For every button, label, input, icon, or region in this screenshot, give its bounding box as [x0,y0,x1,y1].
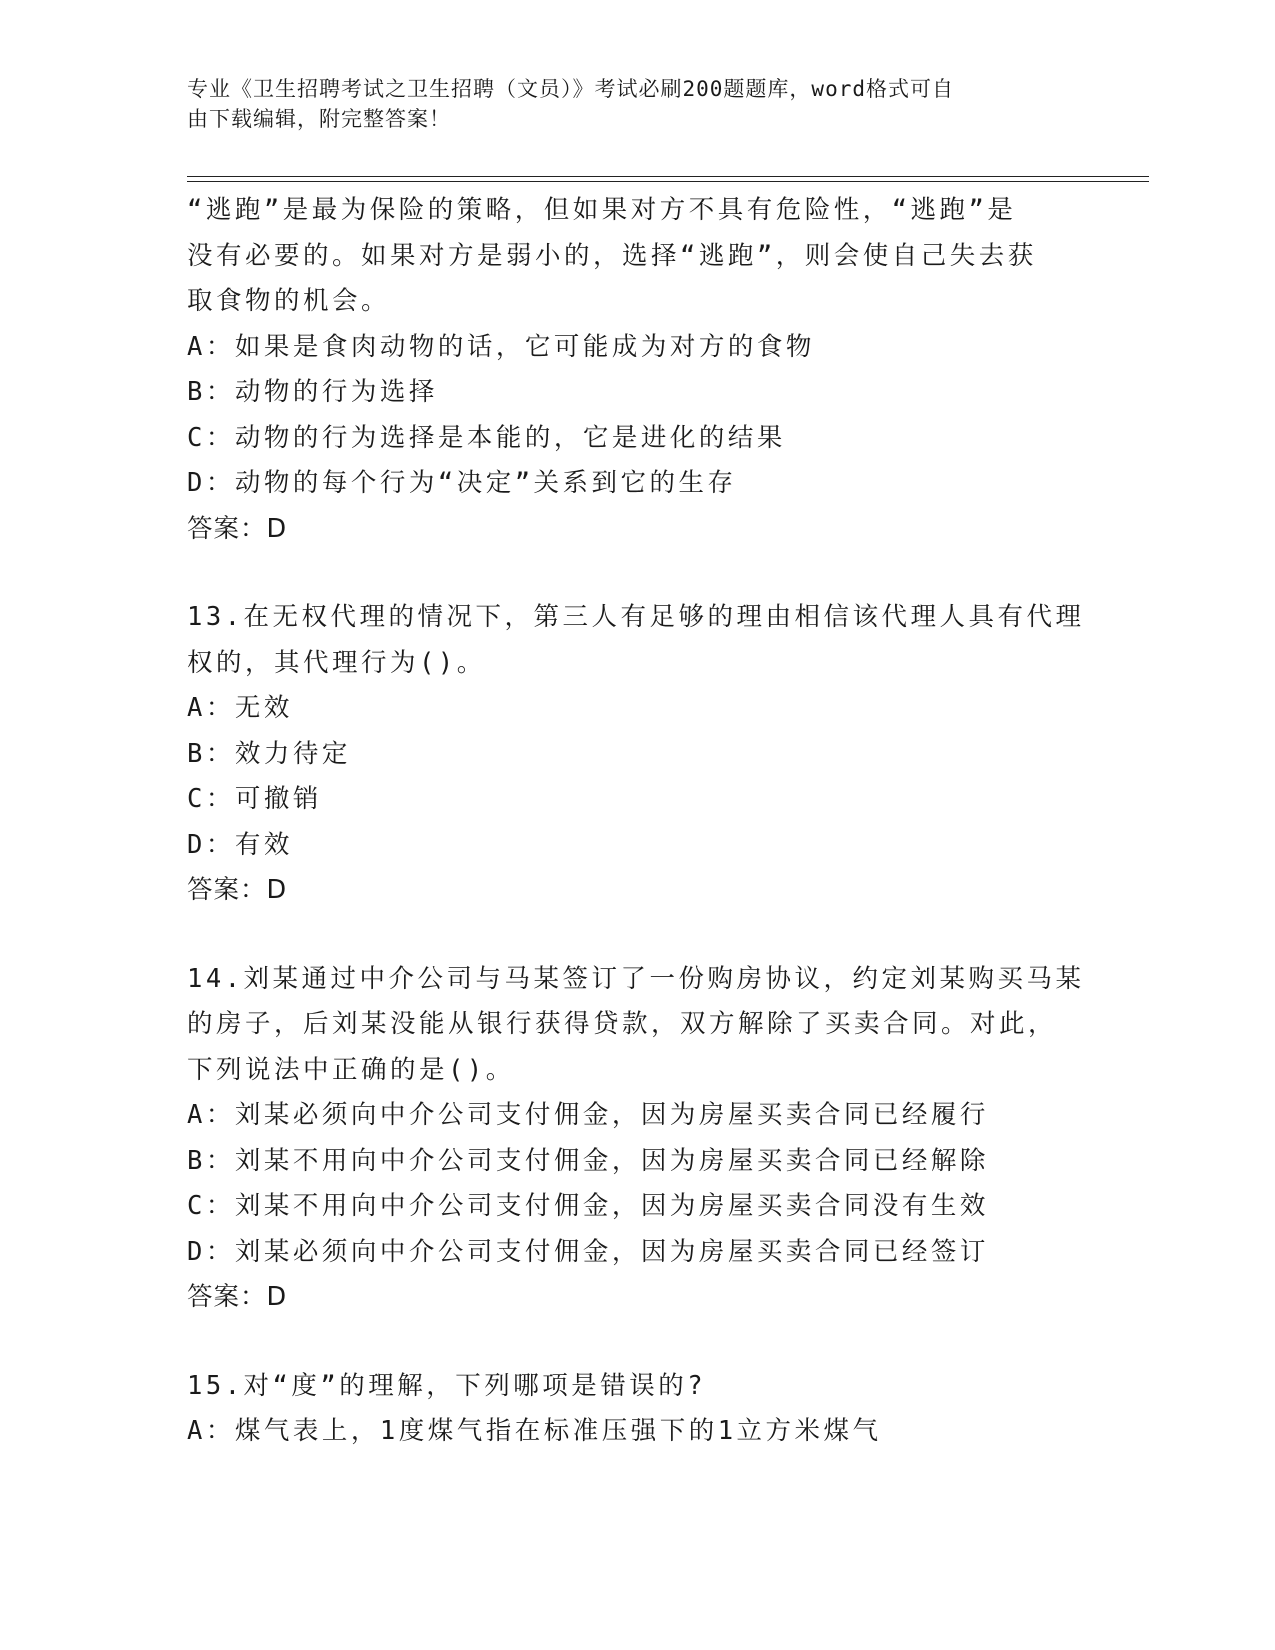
question-text-line: 14.刘某通过中介公司与马某签订了一份购房协议，约定刘某购买马某 [187,963,1085,994]
question-text-line: “逃跑”是最为保险的策略，但如果对方不具有危险性，“逃跑”是 [187,195,1017,225]
option-a: A：如果是食肉动物的话，它可能成为对方的食物 [187,331,815,362]
option-b: B：效力待定 [187,738,351,769]
question-14 [187,957,1087,1321]
option-a: A：刘某必须向中介公司支付佣金，因为房屋买卖合同已经履行 [187,1100,989,1130]
header-line-1: 专业《卫生招聘考试之卫生招聘（文员）》考试必刷200题题库，word格式可自 [187,77,954,101]
question-13 [187,595,1087,914]
option-c: C：刘某不用向中介公司支付佣金，因为房屋买卖合同没有生效 [187,1191,989,1221]
question-text-line: 下列说法中正确的是()。 [187,1054,515,1085]
question-list [187,188,1087,1498]
question-text-line: 权的，其代理行为()。 [187,647,486,678]
option-b: B：动物的行为选择 [187,377,438,407]
option-d: D：有效 [187,829,293,860]
question-15 [187,1364,1087,1455]
header-line-2: 由下载编辑，附完整答案！ [187,107,451,131]
option-d: D：动物的每个行为“决定”关系到它的生存 [187,468,737,498]
question-text-line: 取食物的机会。 [187,286,391,316]
question-text-line: 13.在无权代理的情况下，第三人有足够的理由相信该代理人具有代理 [187,602,1085,632]
option-d: D：刘某必须向中介公司支付佣金，因为房屋买卖合同已经签订 [187,1236,989,1267]
document-header [187,74,1067,134]
answer-line: 答案：D [187,875,288,905]
option-a: A：煤气表上，1度煤气指在标准压强下的1立方米煤气 [187,1416,882,1446]
option-c: C：可撤销 [187,784,322,814]
option-b: B：刘某不用向中介公司支付佣金，因为房屋买卖合同已经解除 [187,1145,989,1176]
question-text-line: 的房子，后刘某没能从银行获得贷款，双方解除了买卖合同。对此， [187,1009,1058,1039]
answer-line: 答案：D [187,1282,288,1312]
option-a: A：无效 [187,693,293,723]
answer-line: 答案：D [187,513,288,544]
question-text-line: 15.对“度”的理解，下列哪项是错误的? [187,1370,707,1401]
question-text-line: 没有必要的。如果对方是弱小的，选择“逃跑”，则会使自己失去获 [187,240,1037,271]
question-12 [187,188,1087,552]
header-double-rule [187,176,1149,182]
option-c: C：动物的行为选择是本能的，它是进化的结果 [187,422,786,453]
